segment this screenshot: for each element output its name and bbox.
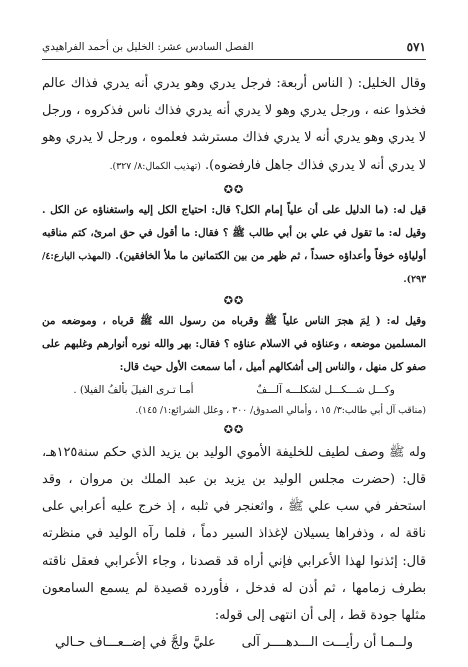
- people-abandoned-paragraph: وقيل له: ( لِمَ هجرَ الناس علياً ﷺ وقرباه من رسول الله ﷺ قرباه ، وموضعه من المسلمين موضعه ، وعناؤه في الاسلام عناؤه ؟ فقال: بهر والله نوره أنوارهم وغلبهم على صفو كل منهل ، والناس إلى أشكالهم أميل ، أما سمعت الأول حيث قال:: [42, 314, 426, 373]
- citation: (مناقب آل أبي طالب:٣/ ١٥ ، وأمالي الصدوق/ ٣٠٠ ، وعلل الشرائع:١/ ١٤٥).: [135, 404, 426, 416]
- verse-first-hemistich: وكـــل شـــكـــل لشكلـــه آلـــفٌ: [256, 383, 395, 396]
- chapter-title: الفصل السادس عشر: الخليل بن أحمد الفراهيدي: [42, 41, 254, 53]
- section-separator: ✪✪: [223, 293, 245, 307]
- citation: (تهذيب الكمال:٨/ ٣٢٧).: [109, 160, 201, 172]
- citation: (المهذب البارع:٤/ ٢٩٣).: [42, 250, 426, 285]
- walid-story-paragraph: وله ﷺ وصف لطيف للخليفة الأموي الوليد بن يزيد الذي حكم سنة١٢٥هـ، قال: (حضرت مجلس الوليد بن يزيد بن عبد الملك بن مروان ، وقد استحفر في سب علي ﷺ ، واثعنجر في ثلبه ، إذ خرج عليه أعرابي على ناقة له ، وذفراها يسيلان لإغذاذ السير دماً ، فلما رآه الوليد في منظرته قال: إئذنوا لهذا الأعرابي فإني أراه قد قصدنا ، وجاء الأعرابي فعقل ناقته بطرف زمامها ، ثم أذن له فدخل ، فأورده قصيدة لم يسمع السامعون مثلها جودة قط ، إلى أن انتهى إلى قوله:: [42, 444, 426, 624]
- imam-ali-question-paragraph: [42, 199, 426, 291]
- page-body: [42, 70, 426, 653]
- poem-verse: [42, 629, 426, 656]
- page-header: [42, 36, 426, 58]
- verse-first-hemistich: ولــمـا أن رأيـــت الـــدهــــر آلى: [241, 635, 413, 651]
- header-rule: [42, 59, 426, 60]
- verse-second-hemistich: عليَّ ولجَّ في إضــعـــاف حـالي: [55, 635, 216, 651]
- section-separator: ✪✪: [223, 182, 245, 196]
- page-number: ٥٧١: [406, 40, 426, 54]
- paragraph-text: وقال الخليل: ( الناس أربعة: فرجل يدري وهو يدري أنه يدري فذاك عالم فخذوا عنه ، ورجل يدري وهو لا يدري أنه يدري فذاك ناس فذكروه ، ورجل لا يدري وهو يدري أنه لا يدري فذاك مسترشد فعلموه ، ورجل لا يدري وهو لا يدري أنه لا يدري فذاك جاهل فارفضوه).: [42, 76, 426, 173]
- khalil-four-types-paragraph: [42, 70, 426, 180]
- poem-verse: [42, 379, 426, 401]
- section-separator: ✪✪: [223, 422, 245, 436]
- paragraph-text: قيل له: (ما الدليل على أن علياً إمام الكل؟ قال: احتياج الكل إليه واستغناؤه عن الكل . وقيل له: ما تقول في علي بن أبي طالب ﷺ ؟ فقال: ما أقول في حق امرئ، كتم مناقبه أولياؤه خوفاً وأعداؤه حسداً ، ثم ظهر من بين الكتمانين ما ملأ الخافقين).: [42, 203, 426, 262]
- verse-second-hemistich: أمـا تـرى الفيلَ بألفُ الفيلا) .: [73, 383, 194, 396]
